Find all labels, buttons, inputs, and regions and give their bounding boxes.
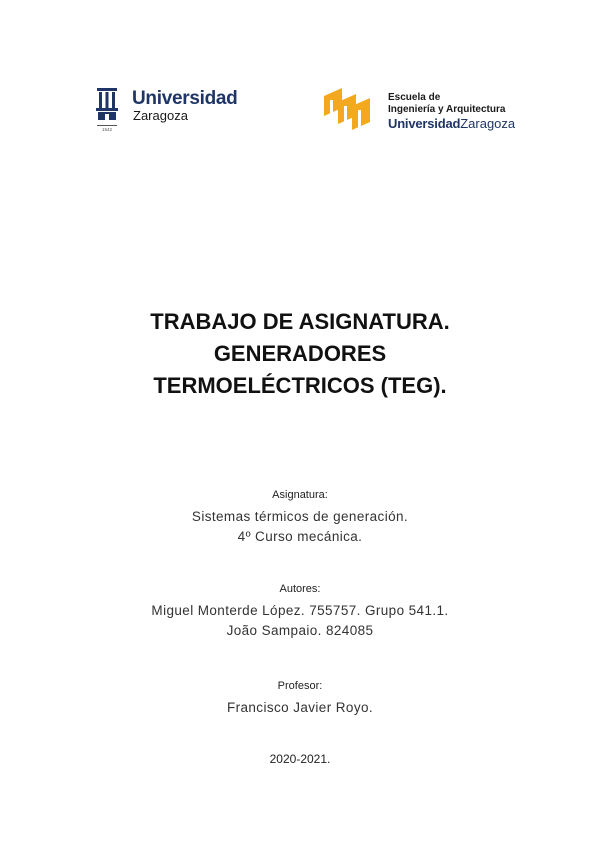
subject-section — [0, 489, 600, 547]
university-name: Universidad — [132, 88, 238, 109]
school-line-3 — [388, 116, 515, 131]
university-logo — [94, 86, 238, 132]
school-line-1: Escuela de — [388, 92, 441, 103]
authors-section — [0, 583, 600, 641]
title-line-3: TERMOELÉCTRICOS (TEG). — [153, 373, 447, 398]
author-2: João Sampaio. 824085 — [226, 623, 374, 638]
school-line-2: Ingeniería y Arquitectura — [388, 104, 506, 115]
subject-name: Sistemas térmicos de generación. — [191, 509, 409, 524]
subject-course: 4º Curso mecánica. — [237, 529, 363, 544]
professor-name: Francisco Javier Royo. — [226, 700, 374, 715]
school-university-word: Universidad — [388, 116, 461, 131]
title-line-2: GENERADORES — [213, 341, 387, 366]
authors-label: Autores: — [279, 583, 321, 595]
professor-section — [0, 680, 600, 718]
university-crest-icon — [94, 86, 120, 132]
school-city-word: Zaragoza — [460, 116, 516, 131]
svg-text:1542: 1542 — [101, 127, 113, 132]
title-line-1: TRABAJO DE ASIGNATURA. — [150, 309, 450, 334]
author-1: Miguel Monterde López. 755757. Grupo 541.1. — [151, 603, 449, 618]
academic-year: 2020-2021. — [269, 752, 331, 766]
school-logo — [324, 86, 534, 134]
document-title — [0, 306, 600, 402]
university-city: Zaragoza — [133, 108, 188, 123]
school-mark-icon — [324, 86, 378, 134]
subject-label: Asignatura: — [272, 489, 328, 501]
professor-label: Profesor: — [277, 680, 323, 692]
